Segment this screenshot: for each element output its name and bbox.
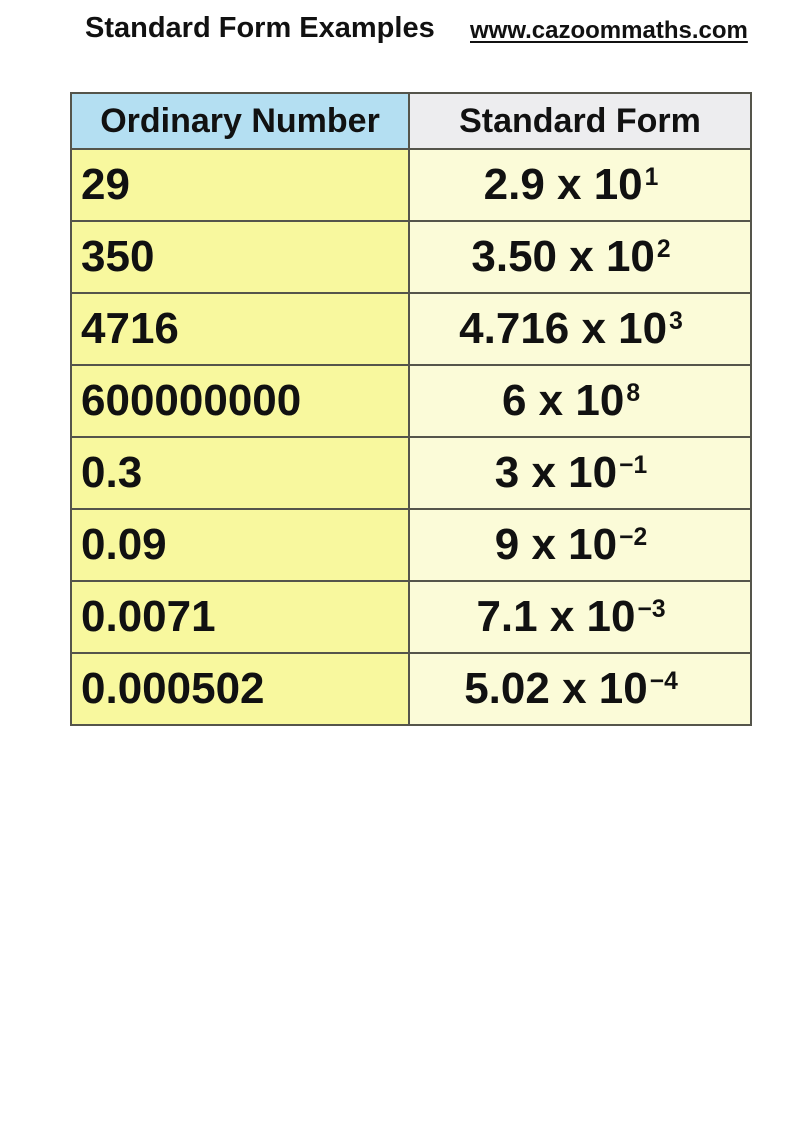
standard-form-cell [409,149,751,221]
standard-form-base: 9 x 10 [494,520,618,569]
column-header-ordinary-number: Ordinary Number [71,93,409,149]
standard-form-cell [409,509,751,581]
website-link[interactable]: www.cazoommaths.com [470,17,748,44]
standard-form-cell [409,581,751,653]
standard-form-cell [409,221,751,293]
standard-form-base: 4.716 x 10 [459,304,668,353]
table-row [71,581,751,653]
table-row [71,509,751,581]
table-header-row [71,93,751,149]
standard-form-exponent: 2 [656,235,671,263]
ordinary-number-cell: 350 [71,221,409,293]
ordinary-number-cell: 0.0071 [71,581,409,653]
standard-form-base: 3 x 10 [494,448,618,497]
table-row [71,221,751,293]
ordinary-number-cell: 0.000502 [71,653,409,725]
standard-form-exponent: −1 [619,451,648,479]
standard-form-base: 7.1 x 10 [476,592,636,641]
table-row [71,437,751,509]
ordinary-number-cell: 4716 [71,293,409,365]
table-row [71,365,751,437]
standard-form-exponent: 1 [644,163,659,191]
table-row [71,149,751,221]
table-row [71,653,751,725]
standard-form-cell [409,653,751,725]
ordinary-number-cell: 600000000 [71,365,409,437]
standard-form-table [70,92,752,726]
standard-form-exponent: −3 [637,595,666,623]
standard-form-cell [409,293,751,365]
standard-form-exponent: −4 [649,667,678,695]
standard-form-exponent: −2 [619,523,648,551]
standard-form-cell [409,437,751,509]
ordinary-number-cell: 29 [71,149,409,221]
standard-form-base: 3.50 x 10 [471,232,655,281]
page-title: Standard Form Examples [85,12,435,44]
table-row [71,293,751,365]
standard-form-base: 5.02 x 10 [464,664,648,713]
standard-form-exponent: 8 [626,379,641,407]
ordinary-number-cell: 0.09 [71,509,409,581]
standard-form-base: 2.9 x 10 [483,160,643,209]
standard-form-cell [409,365,751,437]
column-header-standard-form: Standard Form [409,93,751,149]
standard-form-base: 6 x 10 [501,376,625,425]
ordinary-number-cell: 0.3 [71,437,409,509]
standard-form-exponent: 3 [669,307,683,335]
